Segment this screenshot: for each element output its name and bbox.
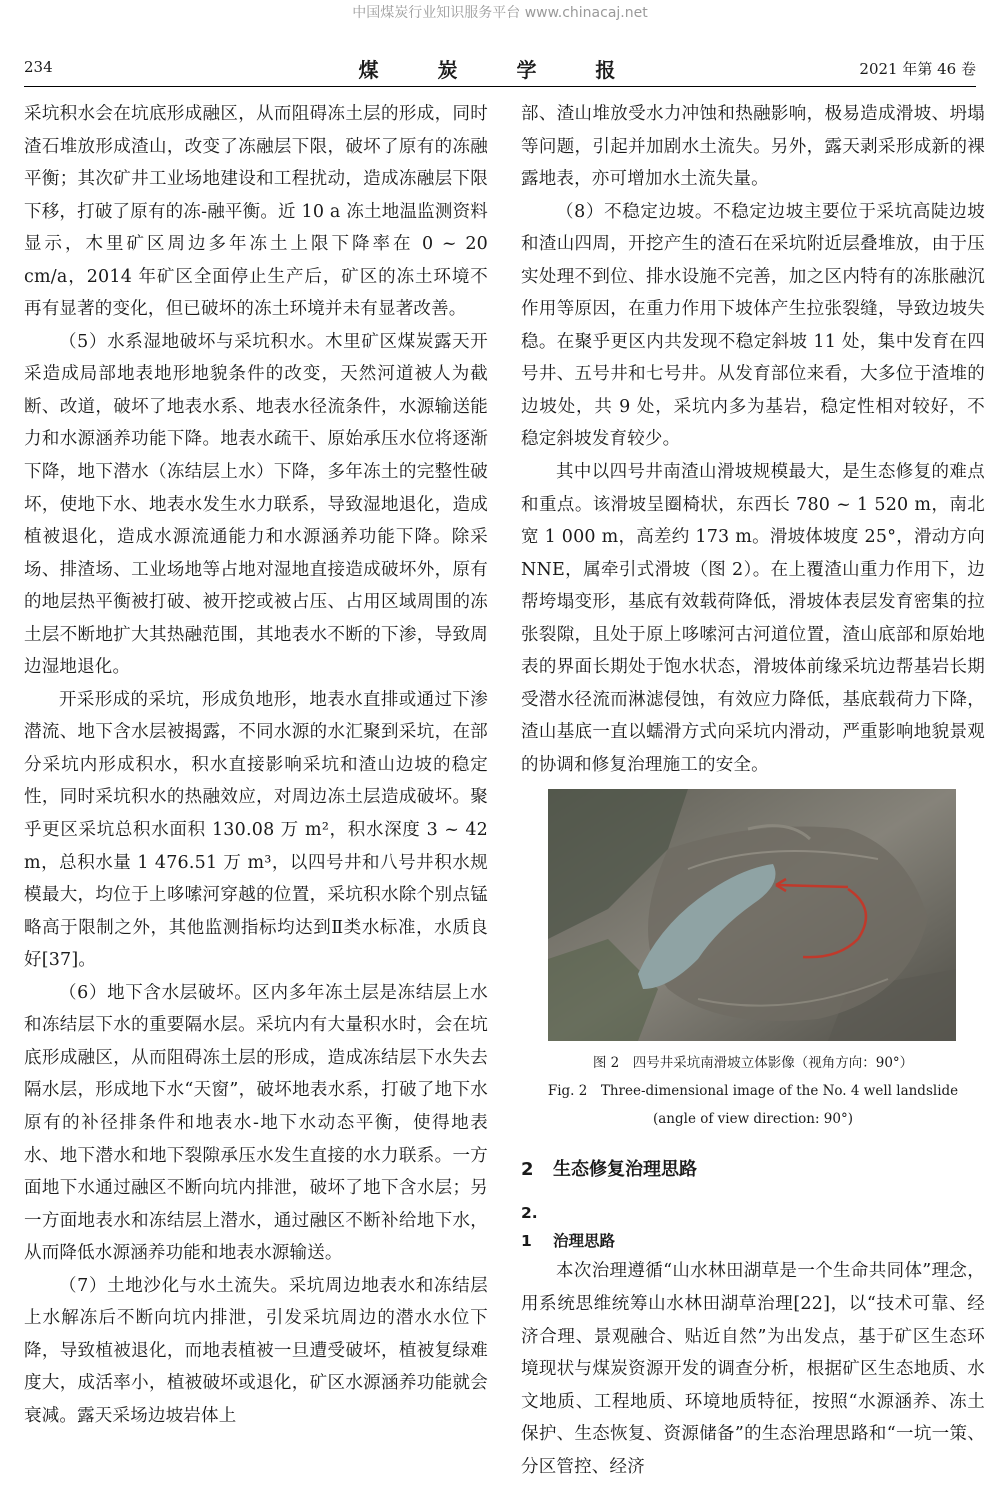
page-header [24,56,976,84]
figure-2 [521,789,985,1133]
section-title: 生态修复治理思路 [553,1159,697,1181]
figure-caption-en: Fig. 2 Three-dimensional image of the No. 4 well landslide [547,1083,959,1100]
paragraph: （8）不稳定边坡。不稳定边坡主要位于采坑高陡边坡和渣山四周，开挖产生的渣石在采坑附近层叠堆放，由于压实处理不到位、排水设施不完善，加之区内特有的冻胀融沉作用等原因，在重力作用下坡体产生拉张裂缝，导致边坡失稳。在聚乎更区内共发现不稳定斜坡 11 处，集中发育在四号井、五号井和七号井。从发育部位来看，大多位于渣堆的边坡处，共 9 处，采坑内多为基岩，稳定性相对较好，不稳定斜坡发育较少。 [521,201,985,450]
paragraph: （5）水系湿地破坏与采坑积水。木里矿区煤炭露天开采造成局部地表地形地貌条件的改变，天然河道被人为截断、改道，破坏了地表水系、地表水径流条件，水源输送能力和水源涵养功能下降。地表水疏干、原始承压水位将逐渐下降，地下潜水（冻结层上水）下降，多年冻土的完整性破坏，使地下水、地表水发生水力联系，导致湿地退化，造成植被退化，造成水源流通能力和水源涵养功能下降。除采场、排渣场、工业场地等占地对湿地直接造成破坏外，原有的地层热平衡被打破、被开挖或被占压、占用区域周围的冻土层不断地扩大其热融范围，其地表水不断的下渗，导致周边湿地退化。 [24,331,488,678]
figure-caption-cn: 图 2 四号井采坑南滑坡立体影像（视角方向：90°） [592,1055,914,1072]
paragraph: 其中以四号井南渣山滑坡规模最大，是生态修复的难点和重点。该滑坡呈圈椅状，东西长 780 ~ 1 520 m，南北宽 1 000 m，高差约 173 m。滑坡体坡度 25°，滑动方向 NNE，属牵引式滑坡（图 2）。在上覆渣山重力作用下，边帮垮塌变形，基底有效载荷降低，滑坡体表层发育密集的拉张裂隙，且处于原上哆嗦河古河道位置，渣山底部和原始地表的界面长期处于饱水状态，滑坡体前缘采坑边帮基岩长期受潜水径流而淋滤侵蚀，有效应力降低，基底载荷力下降，渣山基底一直以蠕滑方式向采坑内滑动，严重影响地貌景观的协调和修复治理施工的安全。 [521,462,985,775]
header-rule [24,86,976,87]
page-number: 234 [24,58,53,76]
paragraph: 开采形成的采坑，形成负地形，地表水直排或通过下渗潜流、地下含水层被揭露，不同水源的水汇聚到采坑，在部分采坑内形成积水，积水直接影响采坑和渣山边坡的稳定性，同时采坑积水的热融效应，对周边冻土层造成破坏。聚乎更区采坑总积水面积 130.08 万 m²，积水深度 3 ~ 42 m，总积水量 1 476.51 万 m³，以四号井和八号井积水规模最大，均位于上哆嗦河穿越的位置，采坑积水除个别点锰略高于限制之外，其他监测指标均达到Ⅱ类水标准，水质良好[37]。 [24,689,488,971]
paragraph: 部、渣山堆放受水力冲蚀和热融影响，极易造成滑坡、坍塌等问题，引起并加剧水土流失。另外，露天剥采形成新的裸露地表，亦可增加水土流失量。 [521,104,985,190]
left-column [24,98,488,1432]
landslide-3d-image [548,789,956,1041]
journal-name: 煤 炭 学 报 [358,58,642,82]
subsection-heading [521,1199,985,1255]
section-heading [521,1155,985,1185]
site-watermark: 中国煤炭行业知识服务平台 www.chinacaj.net [352,5,648,21]
paragraph: （7）土地沙化与水土流失。采坑周边地表水和冻结层上水解冻后不断向坑内排泄，引发采坑周边的潜水水位下降，导致植被退化，而地表植被一旦遭受破坏，植被复绿难度大，成活率小，植被破坏或退化，矿区水源涵养功能就会衰减。露天采场边坡岩体上 [24,1275,488,1426]
paragraph: 本次治理遵循“山水林田湖草是一个生命共同体”理念，用系统思维统筹山水林田湖草治理[22]，以“技术可靠、经济合理、景观融合、贴近自然”为出发点，基于矿区生态环境现状与煤炭资源开发的调查分析，根据矿区生态地质、水文地质、工程地质、环境地质特征，按照“水源涵养、冻土保护、生态恢复、资源储备”的生态治理思路和“一坑一策、分区管控、经济 [521,1261,985,1477]
paragraph: 采坑积水会在坑底形成融区，从而阻碍冻土层的形成，同时渣石堆放形成渣山，改变了冻融层下限，破坏了原有的冻融平衡；其次矿井工业场地建设和工程扰动，造成冻融层下限下移，打破了原有的冻-融平衡。近 10 a 冻土地温监测资料显示，木里矿区周边多年冻土上限下降率在 0 ~ 20 cm/a，2014 年矿区全面停止生产后，矿区的冻土环境不再有显著的变化，但已破坏的冻土环境并未有显著改善。 [24,104,488,320]
section-number: 2 [521,1159,534,1181]
paragraph: （6）地下含水层破坏。区内多年冻土层是冻结层上水和冻结层下水的重要隔水层。采坑内有大量积水时，会在坑底形成融区，从而阻碍冻土层的形成，造成冻结层下水失去隔水层，形成地下水“天窗”，破坏地表水系，打破了地下水原有的补径排条件和地表水-地下水动态平衡，使得地表水、地下潜水和地下裂隙承压水发生直接的水力联系。一方面地下水通过融区不断向坑内排泄，破坏了地下含水层；另一方面地表水和冻结层上潜水，通过融区不断补给地下水，从而降低水源涵养功能和地表水源输送。 [24,982,488,1264]
right-column [521,98,985,1483]
issue-info: 2021 年第 46 卷 [859,60,976,78]
subsection-title: 治理思路 [553,1232,616,1251]
subsection-number: 2. 1 [521,1204,538,1251]
figure-caption-en-2: (angle of view direction: 90°) [652,1111,853,1128]
